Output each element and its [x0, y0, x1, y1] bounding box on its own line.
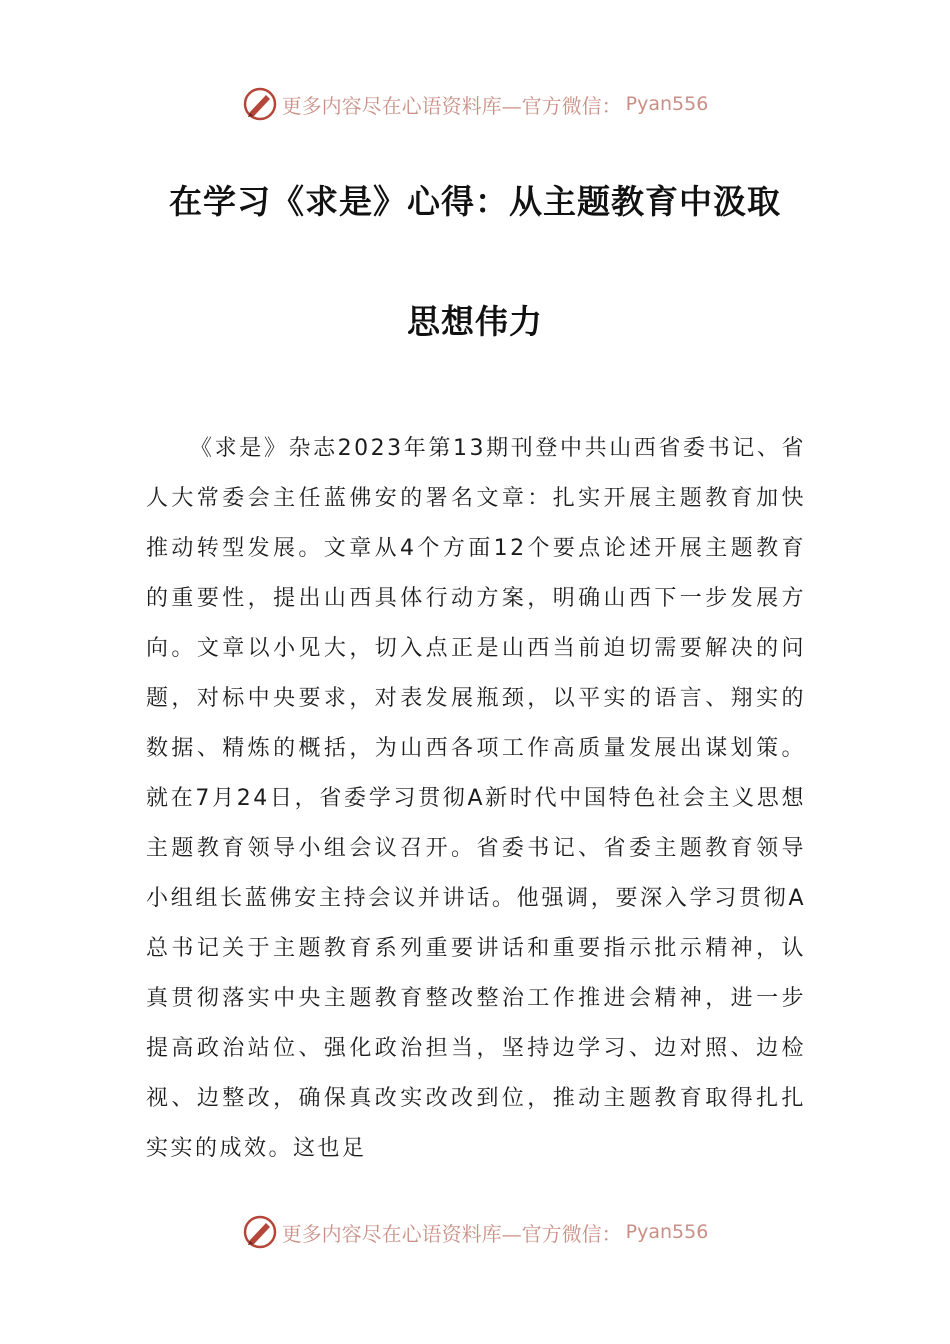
document-title-line-1: 在学习《求是》心得：从主题教育中汲取 [169, 182, 781, 221]
watermark-wechat-id: Pyan556 [625, 1221, 709, 1243]
watermark-wechat-id: Pyan556 [625, 93, 709, 115]
watermark-text: 更多内容尽在心语资料库—官方微信： [281, 93, 622, 118]
footer-watermark [0, 1212, 950, 1252]
watermark-text: 更多内容尽在心语资料库—官方微信： [281, 1221, 622, 1246]
body-paragraph: 《求是》杂志2023年第13期刊登中共山西省委书记、省人大常委会主任蓝佛安的署名文章：扎实开展主题教育加快推动转型发展。文章从4个方面12个要点论述开展主题教育的重要性，提出山西具体行动方案，明确山西下一步发展方向。文章以小见大，切入点正是山西当前迫切需要解决的问题，对标中央要求，对表发展瓶颈，以平实的语言、翔实的数据、精炼的概括，为山西各项工作高质量发展出谋划策。就在7月24日，省委学习贯彻A新时代中国特色社会主义思想主题教育领导小组会议召开。省委书记、省委主题教育领导小组组长蓝佛安主持会议并讲话。他强调，要深入学习贯彻A总书记关于主题教育系列重要讲话和重要指示批示精神，认真贯彻落实中央主题教育整改整治工作推进会精神，进一步提高政治站位、强化政治担当，坚持边学习、边对照、边检视、边整改，确保真改实改改到位，推动主题教育取得扎扎实实的成效。这也足 [146, 436, 806, 1161]
header-watermark [0, 84, 950, 124]
document-title-line-2: 思想伟力 [407, 302, 543, 341]
pen-logo-icon [242, 86, 278, 122]
pen-logo-icon [242, 1214, 278, 1250]
